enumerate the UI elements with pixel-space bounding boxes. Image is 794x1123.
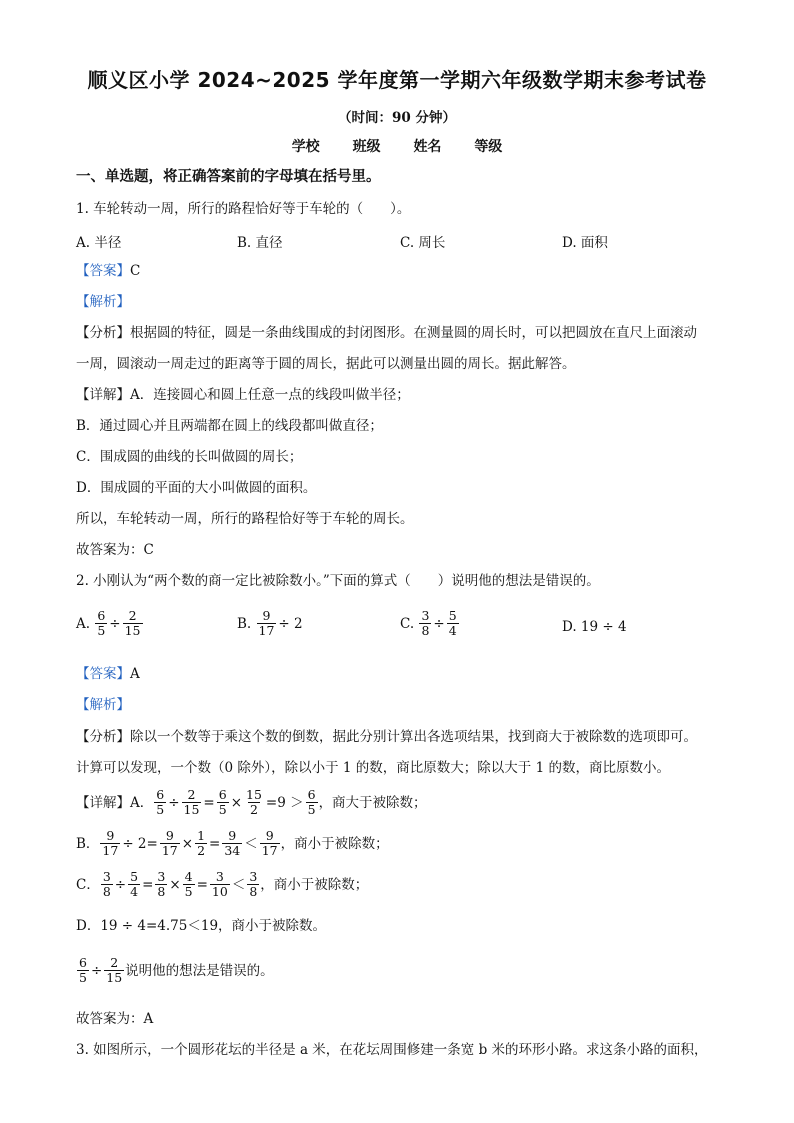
detail-tag: 【详解】: [76, 794, 130, 811]
q1-fenxi-2: 一周，圆滚动一周走过的距离等于圆的周长，据此可以测量出圆的周长。据此解答。: [76, 356, 576, 372]
fraction: $\frac{3}{8}$: [421, 608, 430, 638]
q1-analysis-tag: 【解析】: [76, 294, 130, 310]
q3-stem: 3. 如图所示，一个圆形花坛的半径是 a 米，在花坛周围修建一条宽 b 米的环形小路。求这条小路的面积，: [76, 1042, 708, 1058]
q1-final: 故答案为：C: [76, 542, 154, 558]
option-label: A.: [76, 615, 91, 632]
q1-answer: [76, 262, 140, 280]
q2-option-d: D. 19 ÷ 4: [562, 619, 627, 635]
q2-option-b: B. $\frac{9}{17}$ ÷ 2: [237, 608, 303, 638]
field-name: 姓名: [413, 139, 442, 155]
q1-stem: 1. 车轮转动一周，所行的路程恰好等于车轮的（ ）。: [76, 201, 411, 217]
answer-value: A: [130, 666, 140, 682]
q2-option-c: C. $\frac{3}{8}$ ÷ $\frac{5}{4}$: [400, 608, 457, 638]
q1-fenxi-1: [76, 324, 697, 342]
q2-detail-c: C． $\frac{3}{8}$ ÷ $\frac{5}{4}$ = $\frac{3}{8}$ × $\frac{4}{5}$ = $\frac{3}{10}$ ＜ $\frac{3}{8}$ ，商小于被除数；: [76, 869, 369, 899]
q1-option-d: D. 面积: [562, 235, 608, 251]
q2-detail-a: 【详解】 A． $\frac{6}{5}$ ÷ $\frac{2}{15}$ = $\frac{6}{5}$ × $\frac{15}{2}$ =9 ＞ $\frac{6}{5}$ ，商大于被除数；: [76, 787, 427, 817]
q2-final: 故答案为：A: [76, 1011, 154, 1027]
q2-detail-d: D．19 ÷ 4=4.75＜19，商小于被除数。: [76, 918, 327, 934]
q2-option-a: A. $\frac{6}{5}$ ÷ $\frac{2}{15}$: [76, 608, 141, 638]
q1-detail-a: [76, 386, 410, 404]
fraction: $\frac{9}{17}$: [258, 608, 275, 638]
detail-tag: 【详解】: [76, 387, 130, 403]
q2-detail-b: B． $\frac{9}{17}$ ÷ 2= $\frac{9}{17}$ × $\frac{1}{2}$ = $\frac{9}{34}$ ＜ $\frac{9}{17}$ ，商小于被除数；: [76, 828, 389, 858]
q1-detail-c: C．围成圆的曲线的长叫做圆的周长；: [76, 449, 303, 465]
q1-detail-d: D．围成圆的平面的大小叫做圆的面积。: [76, 480, 317, 496]
q2-stem: 2. 小刚认为“两个数的商一定比被除数小。”下面的算式（ ）说明他的想法是错误的。: [76, 573, 600, 589]
q1-detail-b: B．通过圆心并且两端都在圆上的线段都叫做直径；: [76, 418, 383, 434]
fenxi-tag: 【分析】: [76, 325, 130, 341]
exam-time: （时间：90 分钟）: [338, 110, 456, 126]
field-school: 学校: [291, 139, 320, 155]
q2-fenxi-2: 计算可以发现，一个数（0 除外），除以小于 1 的数，商比原数大；除以大于 1 的数，商比原数小。: [76, 760, 670, 776]
q1-option-b: B. 直径: [237, 235, 283, 251]
q1-conclusion: 所以，车轮转动一周，所行的路程恰好等于车轮的周长。: [76, 511, 414, 527]
fenxi-text: 根据圆的特征，圆是一条曲线围成的封闭图形。在测量圆的周长时，可以把圆放在直尺上面滚动: [130, 325, 697, 341]
section-heading: 一、单选题，将正确答案前的字母填在括号里。: [76, 169, 381, 185]
answer-tag: 【答案】: [76, 666, 130, 682]
fraction: $\frac{6}{5}$: [97, 608, 106, 638]
q1-option-a: A. 半径: [76, 235, 122, 251]
q1-option-c: C. 周长: [400, 235, 446, 251]
field-grade: 等级: [474, 139, 503, 155]
fraction: $\frac{2}{15}$: [124, 608, 141, 638]
exam-fields: [0, 136, 794, 156]
q2-fenxi-1: [76, 728, 697, 746]
answer-value: C: [130, 263, 141, 279]
answer-tag: 【答案】: [76, 263, 130, 279]
detail-text: A．连接圆心和圆上任意一点的线段叫做半径；: [130, 387, 410, 403]
fenxi-tag: 【分析】: [76, 729, 130, 745]
exam-title: 顺义区小学 2024~2025 学年度第一学期六年级数学期末参考试卷: [87, 68, 707, 92]
option-label: C.: [400, 615, 415, 632]
fenxi-text: 除以一个数等于乘这个数的倒数，据此分别计算出各选项结果，找到商大于被除数的选项即可。: [130, 729, 697, 745]
field-class: 班级: [352, 139, 381, 155]
q2-conclusion: $\frac{6}{5}$ ÷ $\frac{2}{15}$ 说明他的想法是错误的。: [79, 955, 274, 985]
option-label: B.: [237, 615, 252, 632]
fraction: $\frac{5}{4}$: [448, 608, 457, 638]
q2-answer: [76, 665, 140, 683]
q2-analysis-tag: 【解析】: [76, 697, 130, 713]
